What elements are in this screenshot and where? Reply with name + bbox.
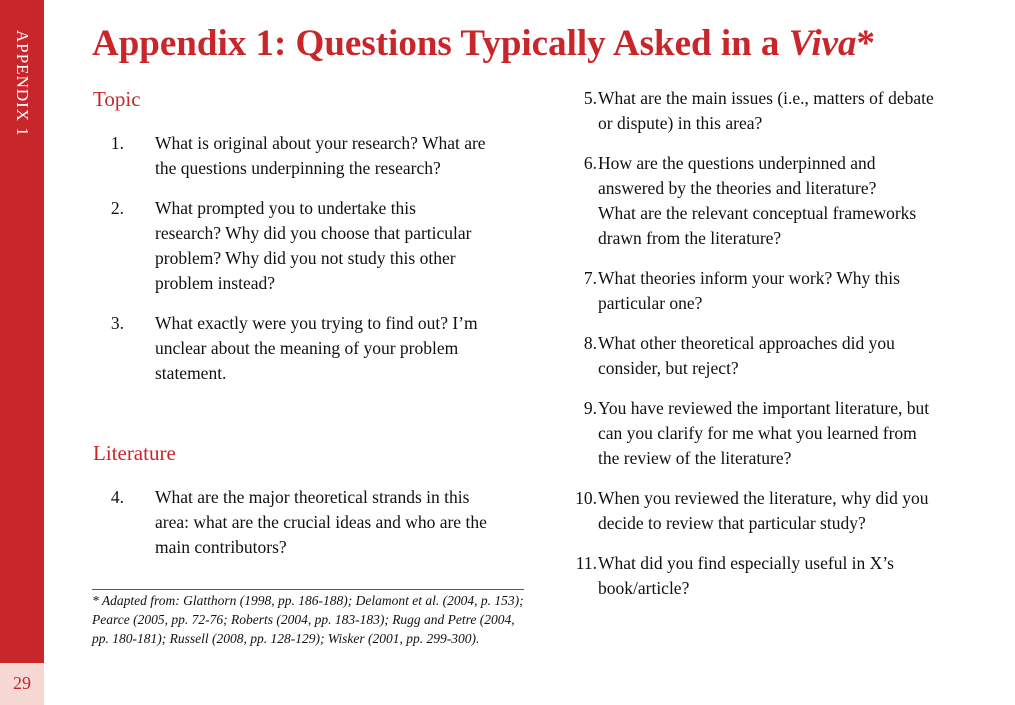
question-number: 11. (575, 553, 597, 573)
title-footnote-marker: * (856, 23, 876, 64)
question-text: What other theoretical approaches did you consider, but reject? (598, 333, 895, 378)
question-item (567, 551, 997, 601)
question-number: 1. (110, 133, 124, 153)
question-text: What is original about your research? What are the questions underpinning the research? (155, 133, 486, 178)
question-item (94, 131, 544, 181)
question-number: 8. (583, 333, 597, 353)
question-number: 10. (575, 488, 597, 508)
question-item (94, 196, 544, 296)
question-text: What exactly were you trying to find out? I’m unclear about the meaning of your problem statement. (155, 313, 478, 383)
question-item (567, 396, 997, 471)
question-number: 4. (110, 487, 124, 507)
question-item (567, 266, 997, 316)
page-title (92, 24, 875, 65)
question-text: How are the questions underpinned and answered by the theories and literature? What are the relevant conceptual frameworks drawn from the literature? (598, 153, 917, 248)
question-item (567, 331, 997, 381)
question-text: What prompted you to undertake this research? Why did you choose that particular problem? Why did you not study this other problem instead? (155, 198, 472, 293)
question-list-right-column (567, 86, 997, 601)
question-number: 2. (110, 198, 124, 218)
question-text: What theories inform your work? Why this particular one? (598, 268, 900, 313)
question-text: What did you find especially useful in X’s book/article? (598, 553, 894, 598)
question-item (567, 151, 997, 251)
footnote-sources: * Adapted from: Glatthorn (1998, pp. 186-188); Delamont et al. (2004, p. 153); Pearce (2005, pp. 72-76; Roberts (2004, pp. 183-183); Rugg and Petre (2004, pp. 180-181); Russell (2008, pp. 128-129); Wisker (2001, pp. 299-300). (92, 593, 524, 646)
title-main: Appendix 1: Questions Typically Asked in a (92, 23, 789, 64)
section-heading-literature: Literature (93, 441, 176, 465)
appendix-side-band (0, 0, 44, 705)
question-item (94, 311, 544, 386)
footnote-divider (92, 589, 524, 590)
question-text: You have reviewed the important literature, but can you clarify for me what you learned from the review of the literature? (598, 398, 930, 468)
question-text: What are the major theoretical strands in this area: what are the crucial ideas and who are the main contributors? (155, 487, 487, 557)
question-item (567, 486, 997, 536)
section-heading-topic: Topic (93, 87, 141, 111)
title-italic-word: Viva (788, 23, 857, 64)
question-text: What are the main issues (i.e., matters of debate or dispute) in this area? (598, 88, 934, 133)
question-number: 7. (583, 268, 597, 288)
question-item (94, 485, 544, 560)
question-item (567, 86, 997, 136)
question-number: 9. (583, 398, 597, 418)
question-text: When you reviewed the literature, why did you decide to review that particular study? (598, 488, 929, 533)
question-number: 5. (583, 88, 597, 108)
question-list-literature (94, 485, 544, 560)
page-number: 29 (13, 673, 31, 693)
question-number: 6. (583, 153, 597, 173)
page-number-box (0, 663, 44, 705)
appendix-side-label: APPENDIX 1 (13, 30, 32, 137)
question-number: 3. (110, 313, 124, 333)
question-list-topic (94, 131, 544, 386)
